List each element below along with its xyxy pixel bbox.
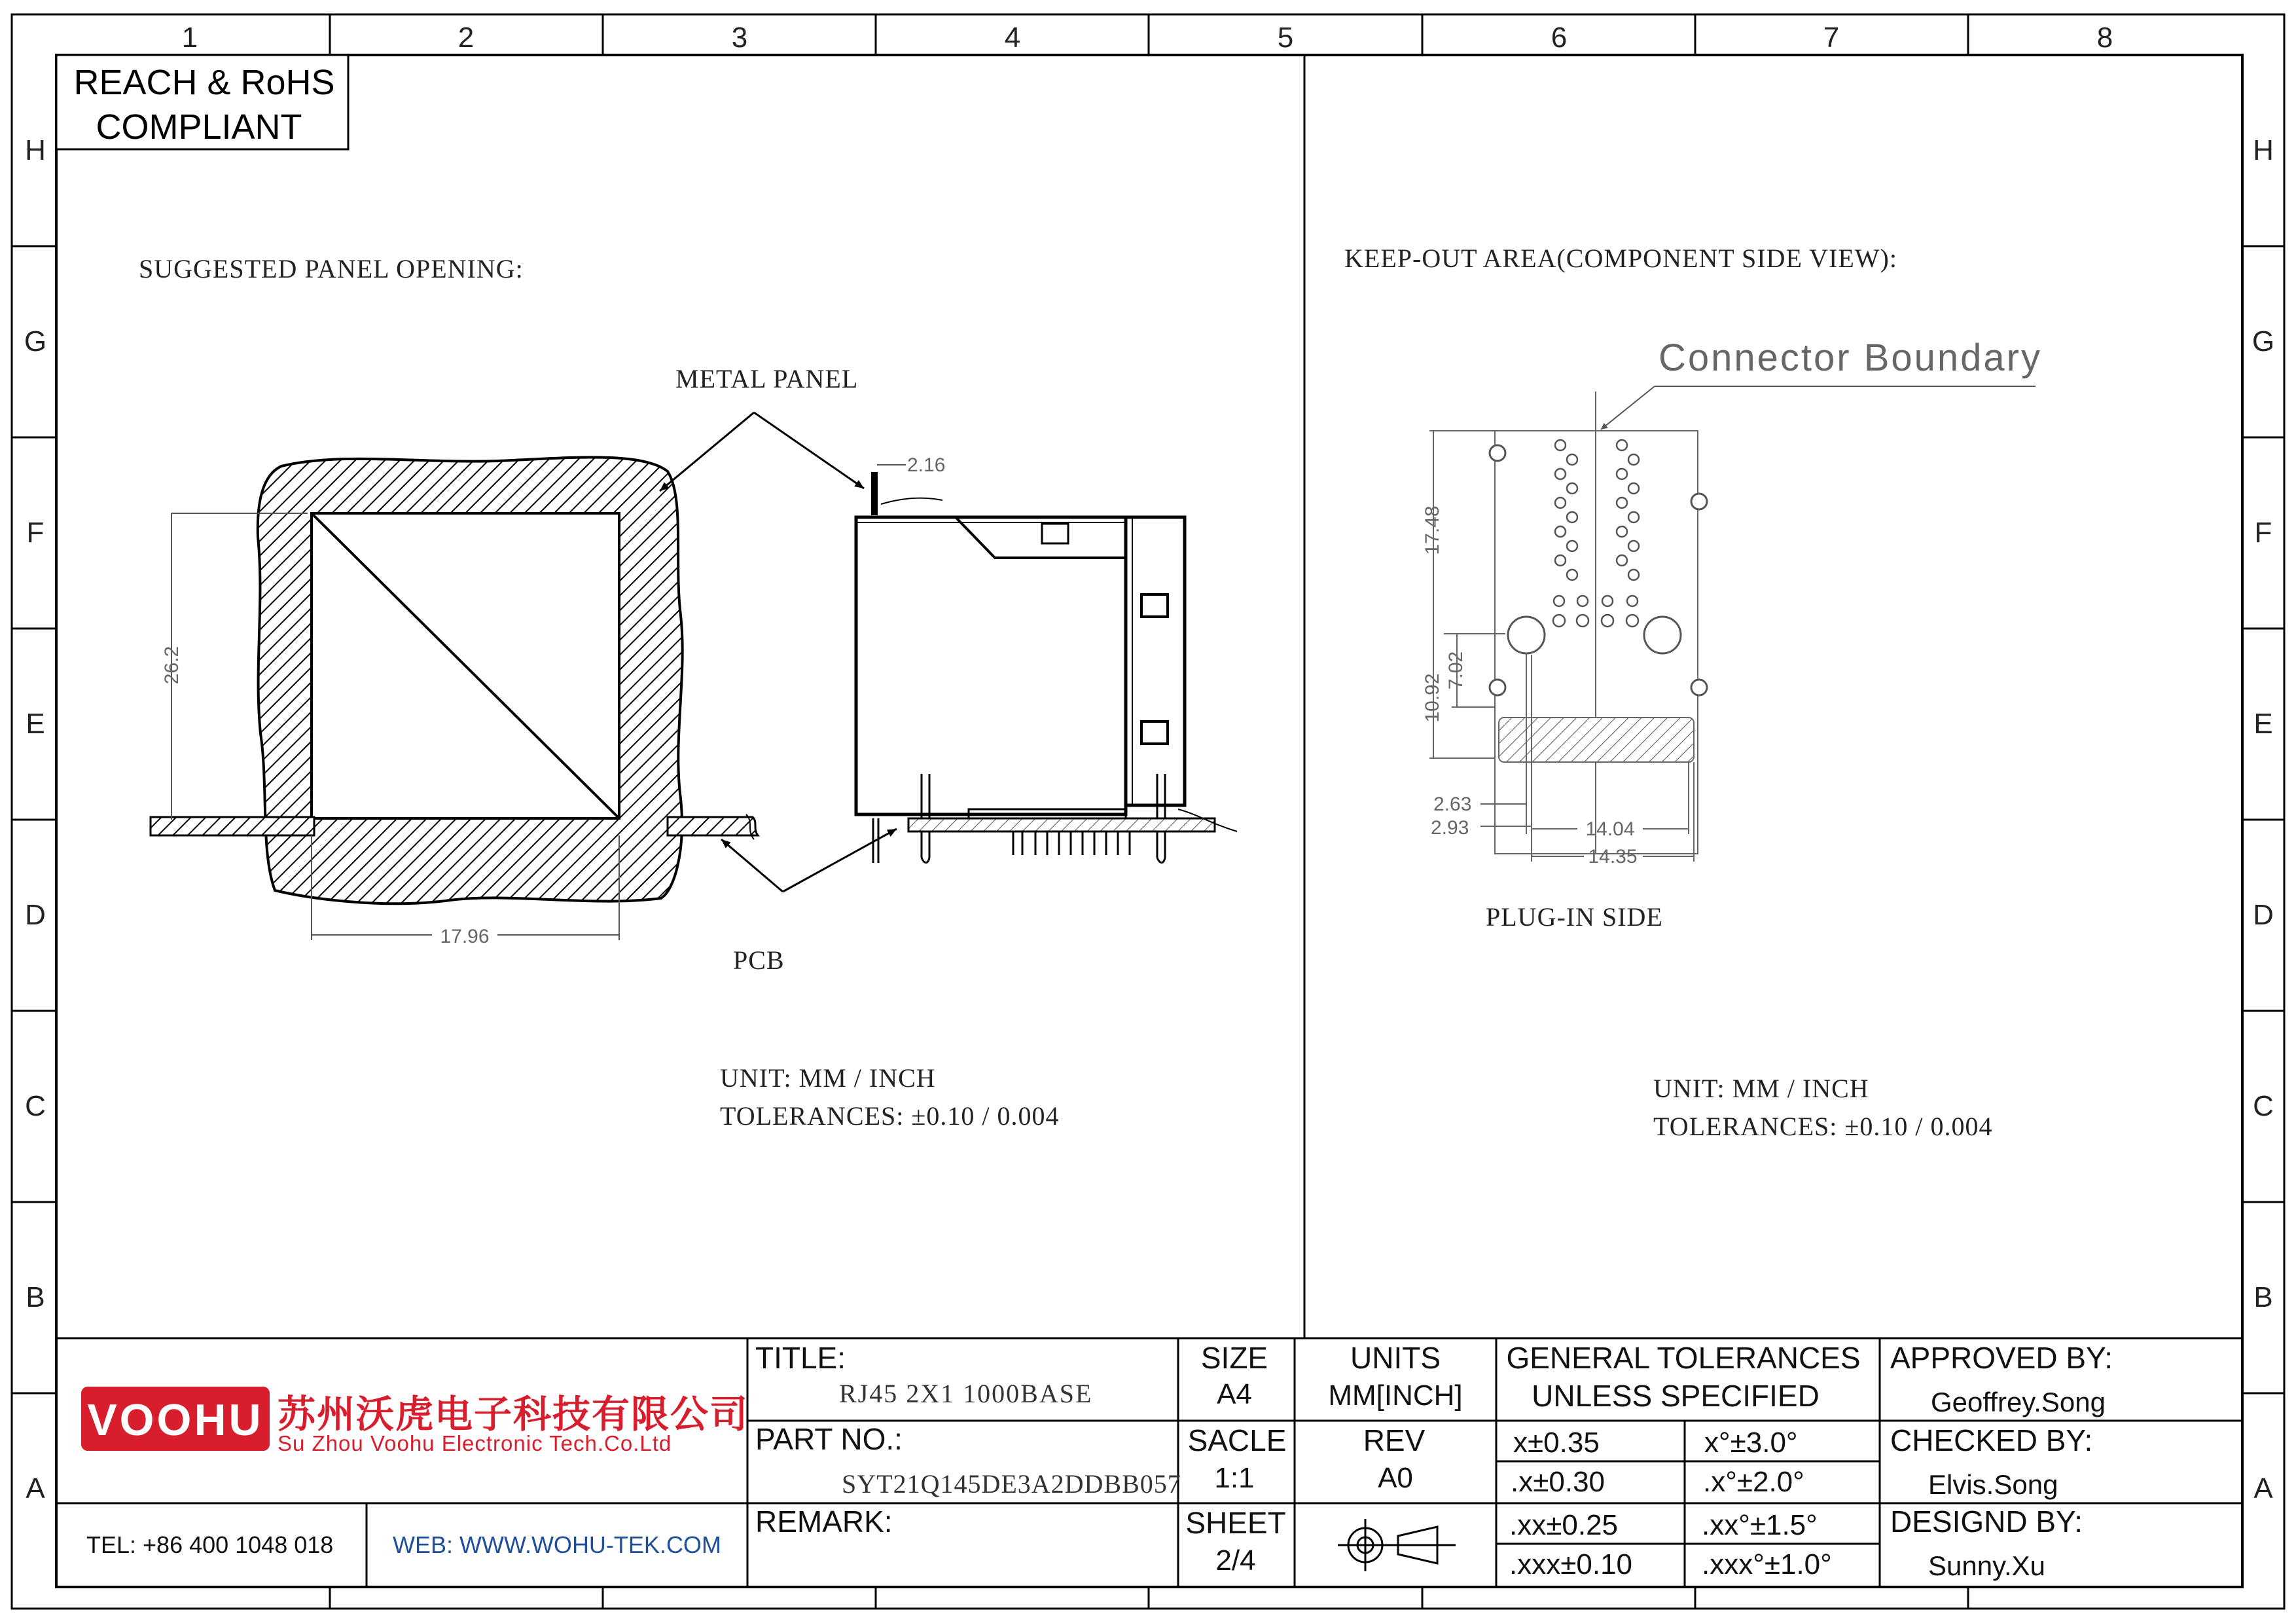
sheet-label: SHEET bbox=[1185, 1506, 1286, 1540]
approved-by-label: APPROVED BY: bbox=[1890, 1341, 2113, 1375]
connector-side-view bbox=[856, 473, 1237, 863]
company-web: WEB: WWW.WOHU-TEK.COM bbox=[393, 1531, 721, 1558]
plug-in-side-label: PLUG-IN SIDE bbox=[1486, 902, 1663, 932]
left-tolerance-note: TOLERANCES: ±0.10 / 0.004 bbox=[720, 1101, 1060, 1131]
grid-row-a-left: A bbox=[26, 1472, 45, 1504]
grid-row-c-left: C bbox=[25, 1090, 46, 1122]
metal-panel-leader-right bbox=[754, 412, 864, 488]
tolerance-angular-4: .xxx°±1.0° bbox=[1702, 1548, 1832, 1580]
tolerance-linear-3: .xx±0.25 bbox=[1509, 1509, 1619, 1541]
grid-col-5: 5 bbox=[1277, 22, 1294, 54]
pcb-strip-left bbox=[151, 817, 314, 835]
title-value: RJ45 2X1 1000BASE bbox=[839, 1379, 1093, 1408]
first-angle-projection-icon bbox=[1338, 1519, 1456, 1571]
title-label: TITLE: bbox=[755, 1341, 846, 1375]
boundary-leader bbox=[1601, 386, 1655, 429]
grid-col-6: 6 bbox=[1551, 22, 1568, 54]
general-tolerances-line-2: UNLESS SPECIFIED bbox=[1532, 1379, 1820, 1413]
tolerance-angular-2: .x°±2.0° bbox=[1703, 1466, 1804, 1498]
size-value: A4 bbox=[1217, 1378, 1252, 1410]
dim-label-17-96: 17.96 bbox=[440, 926, 490, 947]
company-name-en: Su Zhou Voohu Electronic Tech.Co.Ltd bbox=[278, 1431, 672, 1455]
designed-by-value: Sunny.Xu bbox=[1928, 1550, 2046, 1581]
right-view-heading: KEEP-OUT AREA(COMPONENT SIDE VIEW): bbox=[1344, 244, 1897, 273]
title-block bbox=[56, 1338, 2242, 1587]
rev-value: A0 bbox=[1378, 1462, 1413, 1494]
grid-col-3: 3 bbox=[731, 22, 748, 54]
size-label: SIZE bbox=[1200, 1341, 1268, 1375]
tolerance-angular-1: x°±3.0° bbox=[1704, 1427, 1798, 1459]
grid-row-f-left: F bbox=[26, 517, 45, 549]
grid-row-d-right: D bbox=[2253, 899, 2274, 931]
dim-label-26-2: 26.2 bbox=[161, 646, 183, 685]
company-name-cn: 苏州沃虎电子科技有限公司 bbox=[278, 1393, 749, 1436]
grid-row-d-left: D bbox=[25, 899, 46, 931]
grid-col-2: 2 bbox=[457, 22, 475, 54]
tolerance-linear-2: .x±0.30 bbox=[1511, 1466, 1605, 1498]
metal-panel-leader-left bbox=[660, 412, 754, 491]
keep-out-hatched-area bbox=[1499, 718, 1694, 762]
metal-panel-label: METAL PANEL bbox=[675, 364, 859, 393]
remark-label: REMARK: bbox=[755, 1504, 893, 1539]
dim-label-2-93: 2.93 bbox=[1431, 817, 1469, 839]
compliance-line-1: REACH & RoHS bbox=[73, 63, 335, 102]
designed-by-label: DESIGND BY: bbox=[1890, 1504, 2083, 1539]
pcb-strip-right bbox=[668, 817, 758, 835]
scale-value: 1:1 bbox=[1214, 1462, 1255, 1494]
grid-col-8: 8 bbox=[2096, 22, 2113, 54]
mounting-holes bbox=[1490, 445, 1707, 695]
pcb-leader-right bbox=[783, 829, 897, 892]
dim-label-2-63: 2.63 bbox=[1433, 793, 1472, 815]
general-tolerances-line-1: GENERAL TOLERANCES bbox=[1506, 1341, 1861, 1375]
right-unit-note: UNIT: MM / INCH bbox=[1653, 1074, 1869, 1103]
grid-col-7: 7 bbox=[1823, 22, 1840, 54]
right-tolerance-note: TOLERANCES: ±0.10 / 0.004 bbox=[1653, 1112, 1993, 1141]
grid-row-b-left: B bbox=[26, 1281, 45, 1313]
left-view bbox=[139, 254, 1237, 1131]
dim-label-17-48: 17.48 bbox=[1422, 505, 1443, 555]
rev-label: REV bbox=[1363, 1423, 1426, 1457]
dim-label-10-92: 10.92 bbox=[1422, 673, 1443, 723]
grid-row-e-right: E bbox=[2253, 708, 2273, 740]
grid-row-h-right: H bbox=[2253, 134, 2274, 166]
dim-label-7-02: 7.02 bbox=[1445, 651, 1467, 690]
connector-boundary-label: Connector Boundary bbox=[1659, 337, 2042, 379]
pcb-label: PCB bbox=[733, 945, 785, 975]
grid-row-c-right: C bbox=[2253, 1090, 2274, 1122]
right-view bbox=[1344, 244, 2042, 1141]
grid-row-e-left: E bbox=[26, 708, 45, 740]
grid-row-h-left: H bbox=[25, 134, 46, 166]
grid-col-4: 4 bbox=[1004, 22, 1021, 54]
tolerance-linear-4: .xxx±0.10 bbox=[1509, 1548, 1633, 1580]
compliance-line-2: COMPLIANT bbox=[96, 107, 302, 147]
grid-row-g-right: G bbox=[2251, 325, 2275, 357]
checked-by-label: CHECKED BY: bbox=[1890, 1423, 2093, 1457]
part-no-label: PART NO.: bbox=[755, 1422, 903, 1456]
opening-diagonal bbox=[312, 513, 619, 818]
grid-row-a-right: A bbox=[2253, 1472, 2273, 1504]
checked-by-value: Elvis.Song bbox=[1928, 1469, 2058, 1500]
dim-label-2-16: 2.16 bbox=[907, 454, 946, 476]
left-unit-note: UNIT: MM / INCH bbox=[720, 1063, 936, 1093]
units-value: MM[INCH] bbox=[1328, 1379, 1463, 1412]
dim-label-14-04: 14.04 bbox=[1585, 818, 1635, 840]
scale-label: SACLE bbox=[1187, 1423, 1287, 1457]
grid-row-g-left: G bbox=[24, 325, 47, 357]
approved-by-value: Geoffrey.Song bbox=[1931, 1387, 2106, 1417]
pcb-leader-left bbox=[721, 839, 783, 892]
grid-row-f-right: F bbox=[2254, 517, 2272, 549]
tolerance-linear-1: x±0.35 bbox=[1513, 1427, 1600, 1459]
grid-col-1: 1 bbox=[181, 22, 198, 54]
units-label: UNITS bbox=[1350, 1341, 1441, 1375]
dim-label-14-35: 14.35 bbox=[1588, 846, 1638, 867]
tolerance-angular-3: .xx°±1.5° bbox=[1702, 1509, 1818, 1541]
grid-row-b-right: B bbox=[2253, 1281, 2273, 1313]
company-tel: TEL: +86 400 1048 018 bbox=[86, 1531, 334, 1558]
left-view-heading: SUGGESTED PANEL OPENING: bbox=[139, 254, 524, 283]
part-no-value: SYT21Q145DE3A2DDBB057 bbox=[842, 1469, 1181, 1499]
logo-text: VOOHU bbox=[87, 1395, 264, 1445]
sheet-value: 2/4 bbox=[1215, 1544, 1256, 1577]
compliance-box bbox=[56, 55, 348, 149]
